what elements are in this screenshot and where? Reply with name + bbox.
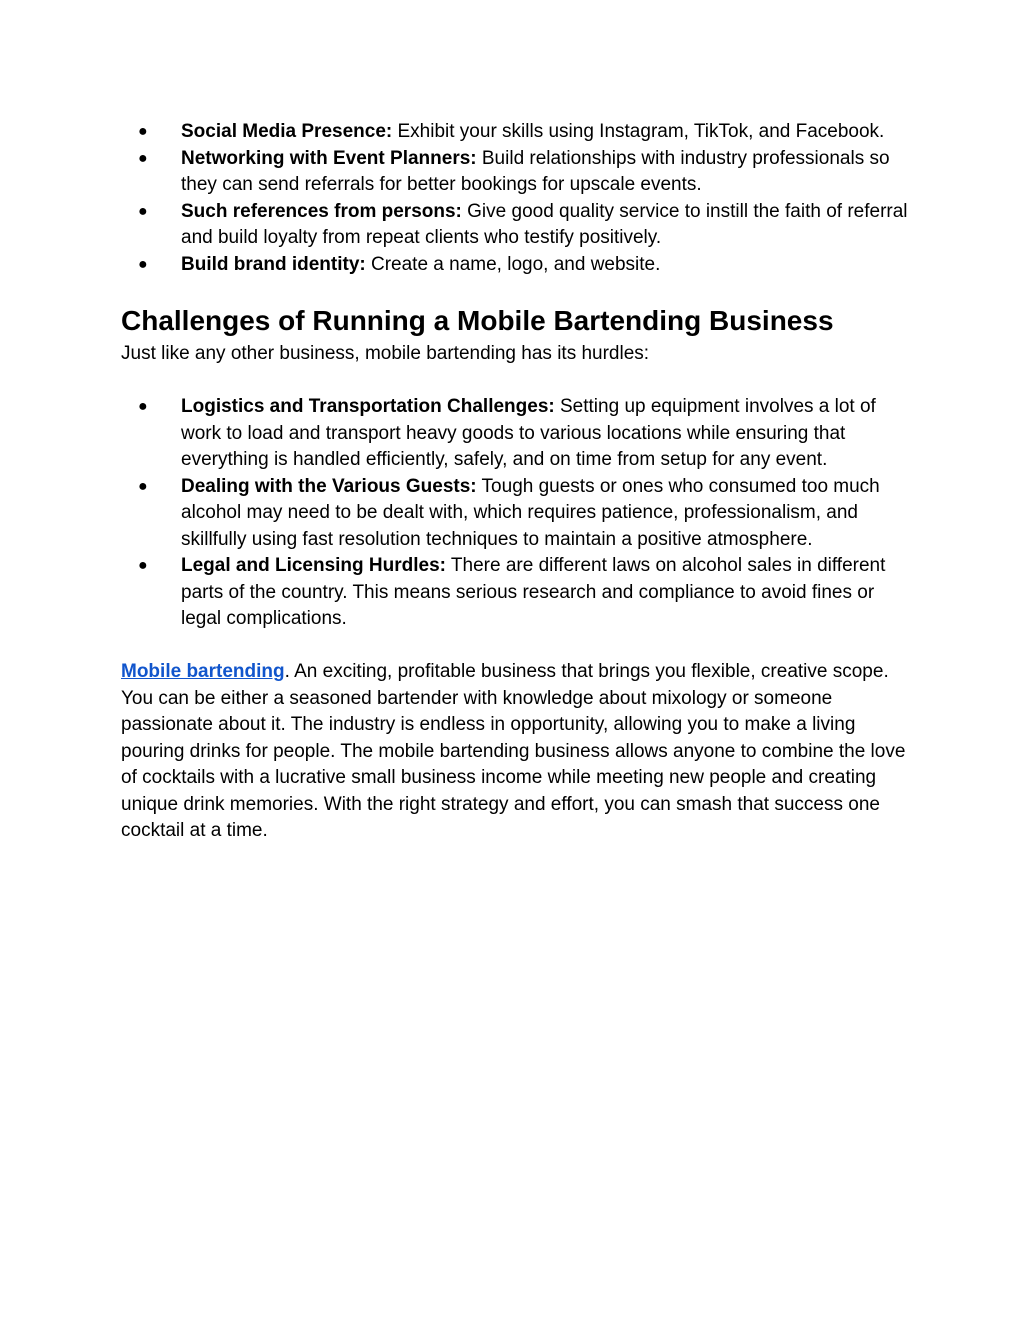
section-intro: Just like any other business, mobile bartending has its hurdles: (121, 343, 650, 364)
bullet-icon: ● (138, 202, 148, 220)
mobile-bartending-link[interactable]: Mobile bartending (121, 661, 285, 682)
list-item-term: Such references from persons: (181, 200, 462, 222)
bullet-icon: ● (138, 477, 148, 495)
list-item (121, 146, 911, 199)
list-item-term: Legal and Licensing Hurdles: (181, 555, 446, 576)
list-item (121, 474, 911, 554)
list-item-term: Social Media Presence: (181, 121, 393, 142)
list-item (121, 394, 911, 474)
bullet-icon: ● (138, 149, 148, 167)
list-item-text: Give good quality service to instill the faith of referral and build loyalty from repeat clients who testify positively. (181, 200, 908, 248)
list-item-text: There are different laws on alcohol sales in different parts of the country. This means serious research and compliance to avoid fines or legal complications. (181, 555, 886, 629)
bullet-icon: ● (138, 557, 148, 574)
bullet-icon: ● (138, 123, 148, 140)
bullet-icon: ● (138, 255, 148, 273)
list-item-term: Build brand identity: (181, 253, 366, 275)
section-heading: Challenges of Running a Mobile Bartending Business (121, 305, 834, 336)
list-item-term: Logistics and Transportation Challenges: (181, 396, 555, 417)
challenges-list (121, 394, 911, 633)
list-item-text: Setting up equipment involves a lot of work to load and transport heavy goods to various locations while ensuring that everything is handled efficiently, safely, and on time from setup for any event. (181, 396, 876, 470)
list-item-term: Networking with Event Planners: (181, 147, 477, 169)
list-item (121, 199, 911, 252)
list-item-term: Dealing with the Various Guests: (181, 475, 477, 497)
list-item-text: Exhibit your skills using Instagram, TikTok, and Facebook. (392, 121, 885, 142)
closing-text: . An exciting, profitable business that brings you flexible, creative scope. You can be either a seasoned bartender with knowledge about mixology or someone passionate about it. The industry is endless in opportunity, allowing you to make a living pouring drinks for people. The mobile bartending business allows anyone to combine the love of cocktails with a lucrative small business income while meeting new people and creating unique drink memories. With the right strategy and effort, you can smash that success one cocktail at a time. (121, 661, 906, 841)
list-item-text: Tough guests or ones who consumed too much alcohol may need to be dealt with, which requires patience, professionalism, and skillfully using fast resolution techniques to maintain a positive atmosphere. (181, 475, 880, 550)
closing-paragraph (121, 659, 911, 845)
list-item (121, 553, 911, 633)
list-item (121, 252, 911, 279)
bullet-icon: ● (138, 398, 148, 415)
promotion-list (121, 119, 911, 278)
list-item-text: Build relationships with industry professionals so they can send referrals for better bookings for upscale events. (181, 147, 890, 195)
list-item (121, 119, 911, 146)
document-body (121, 119, 911, 845)
list-item-text: Create a name, logo, and website. (365, 253, 661, 275)
